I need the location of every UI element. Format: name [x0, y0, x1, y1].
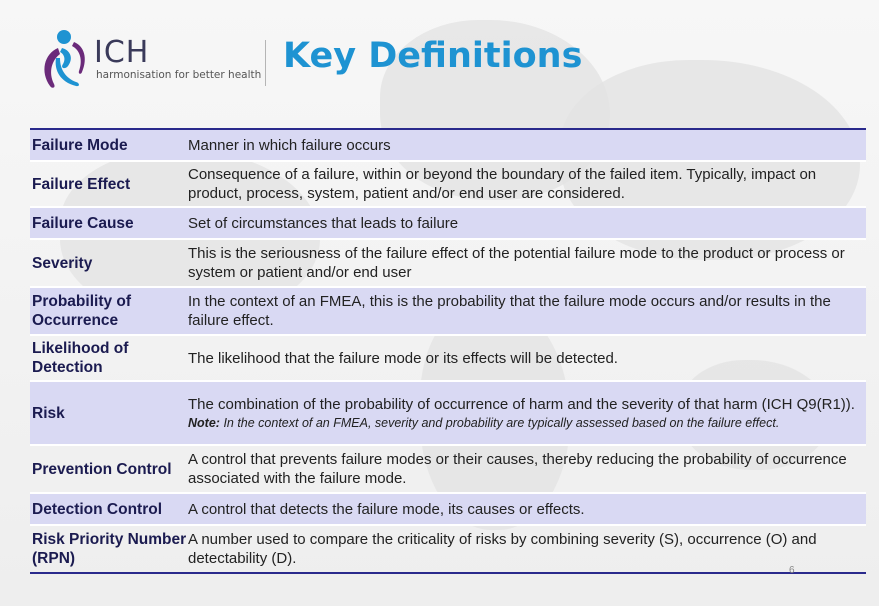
- ich-logo: [38, 28, 262, 90]
- definition-note: [188, 415, 862, 432]
- term-cell: Severity: [32, 254, 93, 272]
- header-divider: [265, 40, 266, 86]
- term-cell: Likelihood of Detection: [32, 340, 129, 376]
- definitions-table: [30, 128, 866, 574]
- table-row: [30, 494, 866, 526]
- page-number: 6: [789, 565, 795, 576]
- table-row: [30, 240, 866, 288]
- definition-cell: [188, 395, 866, 432]
- table-row: [30, 446, 866, 494]
- table-row: [30, 162, 866, 208]
- term-cell: Risk Priority Number (RPN): [32, 531, 187, 567]
- table-row: [30, 382, 866, 446]
- table-row: [30, 208, 866, 240]
- term-cell: Failure Mode: [32, 136, 128, 154]
- definition-cell: The likelihood that the failure mode or its effects will be detected.: [188, 349, 618, 367]
- term-cell: Failure Cause: [32, 214, 134, 232]
- table-row: [30, 288, 866, 336]
- slide-header: [0, 0, 879, 118]
- note-label: Note:: [188, 415, 220, 430]
- term-cell: Probability of Occurrence: [32, 293, 132, 329]
- definition-text: The combination of the probability of occurrence of harm and the severity of that harm (ICH Q9(R1)).: [188, 395, 855, 413]
- page-title: Key Definitions: [283, 36, 583, 76]
- ich-figure-logo-icon: [38, 28, 94, 90]
- table-row: [30, 336, 866, 382]
- definition-cell: This is the seriousness of the failure effect of the potential failure mode to the product or process or system or patient and/or end user: [188, 245, 845, 281]
- definition-cell: Set of circumstances that leads to failure: [188, 214, 459, 232]
- definition-cell: Manner in which failure occurs: [188, 136, 391, 154]
- logo-tagline: harmonisation for better health: [96, 69, 262, 81]
- term-cell: Failure Effect: [32, 175, 131, 193]
- definition-cell: In the context of an FMEA, this is the probability that the failure mode occurs and/or results in the failure effect.: [188, 293, 831, 329]
- table-row: [30, 526, 866, 572]
- logo-wordmark: ICH: [94, 35, 150, 70]
- term-cell: Prevention Control: [32, 460, 172, 478]
- note-text: In the context of an FMEA, severity and probability are typically assessed based on the failure effect.: [223, 415, 780, 430]
- term-cell: Detection Control: [32, 500, 163, 518]
- definition-cell: A control that prevents failure modes or their causes, thereby reducing the probability of occurrence associated with the failure mode.: [188, 451, 847, 487]
- table-row: [30, 130, 866, 162]
- definition-cell: Consequence of a failure, within or beyond the boundary of the failed item. Typically, impact on product, process, system, patient and/or end user are considered.: [188, 166, 817, 202]
- definition-cell: A control that detects the failure mode, its causes or effects.: [188, 500, 585, 518]
- term-cell: Risk: [32, 404, 65, 422]
- definition-cell: A number used to compare the criticality of risks by combining severity (S), occurrence (O) and detectability (D).: [188, 531, 817, 567]
